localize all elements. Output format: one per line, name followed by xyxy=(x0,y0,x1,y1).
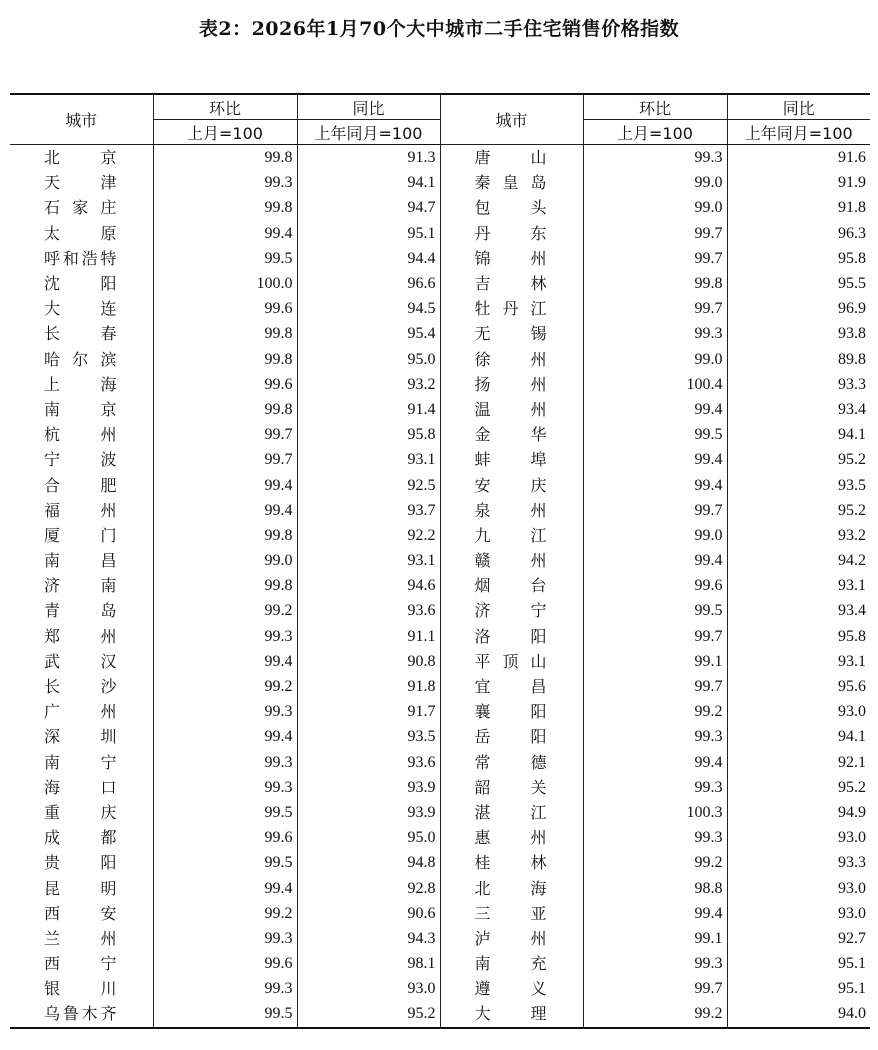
yoy-value-left: 94.4 xyxy=(297,246,440,271)
city-name-right: 安 庆 xyxy=(440,472,583,497)
mom-value-right: 99.2 xyxy=(583,1001,727,1027)
header-mom-left: 环比 xyxy=(153,94,297,120)
city-name-right: 无 锡 xyxy=(440,321,583,346)
city-name-left: 贵 阳 xyxy=(44,853,117,873)
mom-value-left: 99.8 xyxy=(153,347,297,372)
table-row xyxy=(10,624,870,649)
mom-value-left: 99.4 xyxy=(153,875,297,900)
city-name-right: 唐 山 xyxy=(440,145,583,171)
yoy-value-right: 93.0 xyxy=(727,901,870,926)
yoy-value-left: 94.8 xyxy=(297,850,440,875)
yoy-value-right: 95.1 xyxy=(727,951,870,976)
mom-value-right: 99.3 xyxy=(583,951,727,976)
header-mom-base-right: 上月=100 xyxy=(583,120,727,145)
mom-value-left: 99.8 xyxy=(153,573,297,598)
yoy-value-left: 93.6 xyxy=(297,750,440,775)
city-name-left: 福 州 xyxy=(44,500,117,520)
mom-value-right: 99.3 xyxy=(583,321,727,346)
mom-value-left: 99.2 xyxy=(153,674,297,699)
yoy-value-left: 92.5 xyxy=(297,472,440,497)
mom-value-left: 99.4 xyxy=(153,724,297,749)
price-index-table xyxy=(10,93,870,1029)
yoy-value-left: 95.0 xyxy=(297,347,440,372)
mom-value-left: 99.5 xyxy=(153,800,297,825)
mom-value-right: 99.7 xyxy=(583,296,727,321)
yoy-value-right: 96.9 xyxy=(727,296,870,321)
mom-value-right: 99.7 xyxy=(583,976,727,1001)
yoy-value-right: 95.2 xyxy=(727,447,870,472)
mom-value-left: 99.0 xyxy=(153,548,297,573)
yoy-value-right: 94.9 xyxy=(727,800,870,825)
table-row xyxy=(10,649,870,674)
mom-value-right: 99.3 xyxy=(583,724,727,749)
yoy-value-right: 96.3 xyxy=(727,221,870,246)
city-name-right: 温 州 xyxy=(440,397,583,422)
table-row xyxy=(10,750,870,775)
yoy-value-right: 92.7 xyxy=(727,926,870,951)
city-name-right: 三 亚 xyxy=(440,901,583,926)
city-name-left: 长 沙 xyxy=(44,677,117,697)
header-yoy-left: 同比 xyxy=(297,94,440,120)
yoy-value-right: 94.2 xyxy=(727,548,870,573)
city-name-right: 惠 州 xyxy=(440,825,583,850)
yoy-value-right: 93.0 xyxy=(727,699,870,724)
mom-value-left: 99.4 xyxy=(153,472,297,497)
city-name-left: 北 京 xyxy=(44,148,117,168)
city-name-left: 海 口 xyxy=(44,777,117,797)
city-name-right: 徐 州 xyxy=(440,347,583,372)
yoy-value-right: 89.8 xyxy=(727,347,870,372)
mom-value-left: 99.7 xyxy=(153,422,297,447)
mom-value-left: 99.4 xyxy=(153,221,297,246)
mom-value-right: 99.2 xyxy=(583,850,727,875)
table-row xyxy=(10,523,870,548)
mom-value-right: 99.5 xyxy=(583,598,727,623)
table-row xyxy=(10,548,870,573)
city-name-right: 平 顶 山 xyxy=(440,649,583,674)
yoy-value-left: 92.2 xyxy=(297,523,440,548)
table-row xyxy=(10,926,870,951)
city-name-left: 沈 阳 xyxy=(44,274,117,294)
mom-value-left: 99.2 xyxy=(153,901,297,926)
city-name-left: 乌 鲁 木 齐 xyxy=(10,1001,153,1027)
yoy-value-right: 94.1 xyxy=(727,422,870,447)
table-row xyxy=(10,472,870,497)
city-name-left: 郑 州 xyxy=(44,626,117,646)
city-name-left: 哈 尔 滨 xyxy=(44,349,117,369)
yoy-value-left: 95.2 xyxy=(297,1001,440,1027)
mom-value-left: 99.4 xyxy=(153,498,297,523)
header-yoy-base-left: 上年同月=100 xyxy=(297,120,440,145)
city-name-right: 南 充 xyxy=(440,951,583,976)
mom-value-right: 99.7 xyxy=(583,624,727,649)
yoy-value-left: 93.9 xyxy=(297,800,440,825)
city-name-left: 济 南 xyxy=(44,576,117,596)
yoy-value-right: 93.5 xyxy=(727,472,870,497)
mom-value-right: 99.3 xyxy=(583,145,727,171)
mom-value-right: 99.6 xyxy=(583,573,727,598)
mom-value-right: 99.0 xyxy=(583,170,727,195)
yoy-value-left: 95.4 xyxy=(297,321,440,346)
yoy-value-right: 95.6 xyxy=(727,674,870,699)
mom-value-right: 99.7 xyxy=(583,246,727,271)
mom-value-right: 99.4 xyxy=(583,750,727,775)
city-name-right: 九 江 xyxy=(440,523,583,548)
city-name-right: 吉 林 xyxy=(440,271,583,296)
city-name-right: 宜 昌 xyxy=(440,674,583,699)
header-city-right: 城市 xyxy=(440,94,583,145)
yoy-value-left: 93.7 xyxy=(297,498,440,523)
header-mom-right: 环比 xyxy=(583,94,727,120)
mom-value-left: 99.6 xyxy=(153,296,297,321)
yoy-value-left: 93.0 xyxy=(297,976,440,1001)
yoy-value-right: 91.9 xyxy=(727,170,870,195)
mom-value-right: 99.7 xyxy=(583,221,727,246)
city-name-right: 扬 州 xyxy=(440,372,583,397)
mom-value-right: 100.4 xyxy=(583,372,727,397)
yoy-value-right: 91.8 xyxy=(727,195,870,220)
city-name-left: 兰 州 xyxy=(44,928,117,948)
table-row xyxy=(10,498,870,523)
yoy-value-left: 98.1 xyxy=(297,951,440,976)
yoy-value-left: 91.1 xyxy=(297,624,440,649)
city-name-left: 杭 州 xyxy=(44,425,117,445)
city-name-left: 南 京 xyxy=(44,399,117,419)
city-name-right: 金 华 xyxy=(440,422,583,447)
city-name-right: 秦 皇 岛 xyxy=(440,170,583,195)
mom-value-left: 99.3 xyxy=(153,170,297,195)
table-row xyxy=(10,598,870,623)
mom-value-left: 99.2 xyxy=(153,598,297,623)
yoy-value-right: 93.3 xyxy=(727,850,870,875)
mom-value-left: 99.7 xyxy=(153,447,297,472)
table-row xyxy=(10,221,870,246)
city-name-right: 常 德 xyxy=(440,750,583,775)
city-name-right: 锦 州 xyxy=(440,246,583,271)
mom-value-left: 99.8 xyxy=(153,321,297,346)
city-name-right: 泉 州 xyxy=(440,498,583,523)
mom-value-left: 99.5 xyxy=(153,246,297,271)
yoy-value-left: 91.8 xyxy=(297,674,440,699)
mom-value-right: 99.4 xyxy=(583,397,727,422)
table-row xyxy=(10,296,870,321)
table-row xyxy=(10,195,870,220)
city-name-left: 武 汉 xyxy=(44,651,117,671)
table-row xyxy=(10,875,870,900)
table-row xyxy=(10,775,870,800)
mom-value-right: 99.4 xyxy=(583,472,727,497)
table-row xyxy=(10,397,870,422)
yoy-value-left: 93.1 xyxy=(297,548,440,573)
yoy-value-right: 95.2 xyxy=(727,775,870,800)
yoy-value-left: 94.7 xyxy=(297,195,440,220)
mom-value-right: 99.3 xyxy=(583,775,727,800)
table-body xyxy=(10,145,870,1028)
city-name-left: 南 宁 xyxy=(44,752,117,772)
header-city-left: 城市 xyxy=(10,94,153,145)
yoy-value-left: 91.4 xyxy=(297,397,440,422)
yoy-value-right: 95.5 xyxy=(727,271,870,296)
table-row xyxy=(10,699,870,724)
yoy-value-right: 93.4 xyxy=(727,598,870,623)
city-name-left: 西 安 xyxy=(44,903,117,923)
mom-value-right: 99.7 xyxy=(583,498,727,523)
table-title: 表2：2026年1月70个大中城市二手住宅销售价格指数 xyxy=(198,18,680,40)
city-name-right: 蚌 埠 xyxy=(440,447,583,472)
city-name-right: 赣 州 xyxy=(440,548,583,573)
city-name-left: 上 海 xyxy=(44,374,117,394)
yoy-value-left: 93.6 xyxy=(297,598,440,623)
yoy-value-left: 93.5 xyxy=(297,724,440,749)
city-name-right: 遵 义 xyxy=(440,976,583,1001)
city-name-left: 成 都 xyxy=(44,828,117,848)
table-row xyxy=(10,246,870,271)
table-row xyxy=(10,372,870,397)
mom-value-right: 99.2 xyxy=(583,699,727,724)
yoy-value-left: 90.6 xyxy=(297,901,440,926)
yoy-value-right: 95.8 xyxy=(727,246,870,271)
yoy-value-left: 95.0 xyxy=(297,825,440,850)
yoy-value-left: 91.3 xyxy=(297,145,440,171)
city-name-left: 天 津 xyxy=(44,173,117,193)
yoy-value-right: 93.3 xyxy=(727,372,870,397)
table-row xyxy=(10,674,870,699)
city-name-right: 丹 东 xyxy=(440,221,583,246)
mom-value-right: 99.7 xyxy=(583,674,727,699)
mom-value-right: 99.8 xyxy=(583,271,727,296)
yoy-value-left: 94.1 xyxy=(297,170,440,195)
mom-value-left: 99.6 xyxy=(153,951,297,976)
table-row xyxy=(10,825,870,850)
city-name-left: 青 岛 xyxy=(44,601,117,621)
table-row xyxy=(10,145,870,171)
mom-value-left: 99.6 xyxy=(153,825,297,850)
mom-value-left: 99.3 xyxy=(153,624,297,649)
yoy-value-right: 91.6 xyxy=(727,145,870,171)
mom-value-right: 98.8 xyxy=(583,875,727,900)
city-name-right: 济 宁 xyxy=(440,598,583,623)
city-name-left: 南 昌 xyxy=(44,551,117,571)
city-name-left: 广 州 xyxy=(44,702,117,722)
table-row xyxy=(10,321,870,346)
mom-value-right: 99.4 xyxy=(583,901,727,926)
mom-value-right: 99.1 xyxy=(583,926,727,951)
yoy-value-left: 92.8 xyxy=(297,875,440,900)
table-row xyxy=(10,850,870,875)
city-name-right: 牡 丹 江 xyxy=(440,296,583,321)
mom-value-left: 99.3 xyxy=(153,976,297,1001)
yoy-value-left: 90.8 xyxy=(297,649,440,674)
city-name-left: 昆 明 xyxy=(44,878,117,898)
yoy-value-right: 93.0 xyxy=(727,825,870,850)
mom-value-right: 99.4 xyxy=(583,548,727,573)
table-row xyxy=(10,1001,870,1027)
city-name-left: 银 川 xyxy=(44,979,117,999)
mom-value-left: 99.8 xyxy=(153,145,297,171)
mom-value-left: 99.6 xyxy=(153,372,297,397)
yoy-value-right: 95.8 xyxy=(727,624,870,649)
mom-value-left: 99.5 xyxy=(153,1001,297,1027)
yoy-value-left: 95.1 xyxy=(297,221,440,246)
city-name-right: 烟 台 xyxy=(440,573,583,598)
mom-value-left: 99.3 xyxy=(153,750,297,775)
mom-value-right: 99.1 xyxy=(583,649,727,674)
header-yoy-right: 同比 xyxy=(727,94,870,120)
table-row xyxy=(10,724,870,749)
city-name-left: 呼 和 浩 特 xyxy=(44,248,117,268)
mom-value-left: 99.8 xyxy=(153,397,297,422)
city-name-right: 洛 阳 xyxy=(440,624,583,649)
city-name-left: 合 肥 xyxy=(44,475,117,495)
yoy-value-right: 94.1 xyxy=(727,724,870,749)
yoy-value-left: 93.9 xyxy=(297,775,440,800)
header-yoy-base-right: 上年同月=100 xyxy=(727,120,870,145)
mom-value-left: 99.3 xyxy=(153,926,297,951)
table-row xyxy=(10,901,870,926)
mom-value-right: 99.0 xyxy=(583,523,727,548)
city-name-right: 泸 州 xyxy=(440,926,583,951)
mom-value-left: 99.8 xyxy=(153,523,297,548)
city-name-right: 北 海 xyxy=(440,875,583,900)
city-name-right: 襄 阳 xyxy=(440,699,583,724)
city-name-left: 西 宁 xyxy=(44,954,117,974)
yoy-value-left: 94.5 xyxy=(297,296,440,321)
city-name-right: 岳 阳 xyxy=(440,724,583,749)
yoy-value-right: 95.1 xyxy=(727,976,870,1001)
mom-value-right: 99.0 xyxy=(583,195,727,220)
city-name-left: 大 连 xyxy=(44,299,117,319)
header-mom-base-left: 上月=100 xyxy=(153,120,297,145)
yoy-value-right: 93.1 xyxy=(727,573,870,598)
yoy-value-right: 94.0 xyxy=(727,1001,870,1027)
table-row xyxy=(10,447,870,472)
mom-value-right: 99.3 xyxy=(583,825,727,850)
mom-value-left: 99.4 xyxy=(153,649,297,674)
yoy-value-right: 95.2 xyxy=(727,498,870,523)
table-row xyxy=(10,951,870,976)
city-name-right: 包 头 xyxy=(440,195,583,220)
mom-value-right: 99.0 xyxy=(583,347,727,372)
yoy-value-right: 93.1 xyxy=(727,649,870,674)
city-name-left: 石 家 庄 xyxy=(44,198,117,218)
yoy-value-left: 93.1 xyxy=(297,447,440,472)
table-row xyxy=(10,800,870,825)
city-name-right: 桂 林 xyxy=(440,850,583,875)
yoy-value-right: 93.2 xyxy=(727,523,870,548)
mom-value-left: 99.8 xyxy=(153,195,297,220)
city-name-left: 长 春 xyxy=(44,324,117,344)
yoy-value-left: 96.6 xyxy=(297,271,440,296)
mom-value-right: 100.3 xyxy=(583,800,727,825)
city-name-right: 大 理 xyxy=(440,1001,583,1027)
table-row xyxy=(10,573,870,598)
city-name-right: 湛 江 xyxy=(440,800,583,825)
mom-value-right: 99.5 xyxy=(583,422,727,447)
mom-value-left: 100.0 xyxy=(153,271,297,296)
table-row xyxy=(10,271,870,296)
yoy-value-right: 93.8 xyxy=(727,321,870,346)
city-name-left: 厦 门 xyxy=(44,525,117,545)
city-name-left: 深 圳 xyxy=(44,727,117,747)
mom-value-left: 99.5 xyxy=(153,850,297,875)
table-row xyxy=(10,347,870,372)
city-name-left: 太 原 xyxy=(44,223,117,243)
mom-value-left: 99.3 xyxy=(153,699,297,724)
table-row xyxy=(10,422,870,447)
yoy-value-left: 94.3 xyxy=(297,926,440,951)
mom-value-left: 99.3 xyxy=(153,775,297,800)
city-name-right: 韶 关 xyxy=(440,775,583,800)
yoy-value-left: 95.8 xyxy=(297,422,440,447)
yoy-value-left: 94.6 xyxy=(297,573,440,598)
table-row xyxy=(10,976,870,1001)
yoy-value-left: 91.7 xyxy=(297,699,440,724)
city-name-left: 宁 波 xyxy=(44,450,117,470)
yoy-value-right: 93.0 xyxy=(727,875,870,900)
city-name-left: 重 庆 xyxy=(44,802,117,822)
yoy-value-left: 93.2 xyxy=(297,372,440,397)
yoy-value-right: 93.4 xyxy=(727,397,870,422)
table-row xyxy=(10,170,870,195)
mom-value-right: 99.4 xyxy=(583,447,727,472)
yoy-value-right: 92.1 xyxy=(727,750,870,775)
